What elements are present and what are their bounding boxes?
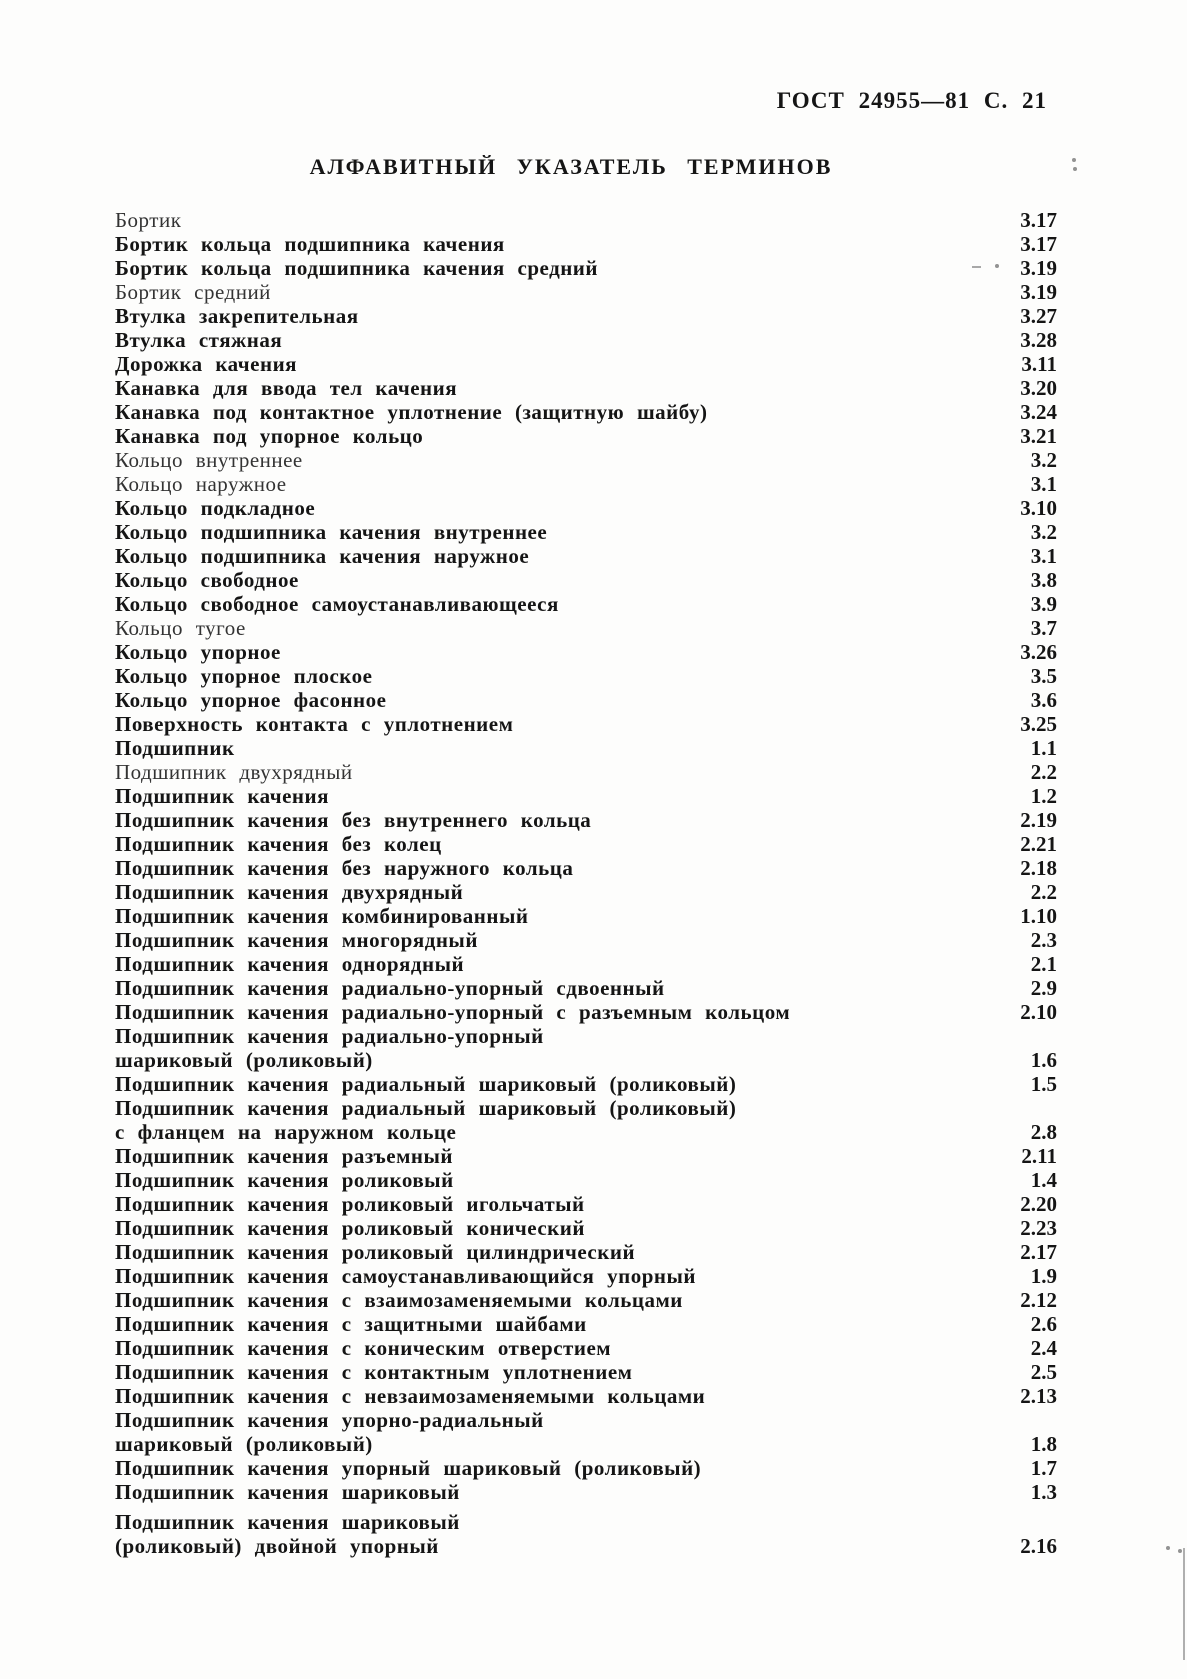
term-line: Кольцо свободное bbox=[115, 568, 299, 592]
page-title: АЛФАВИТНЫЙ УКАЗАТЕЛЬ ТЕРМИНОВ bbox=[309, 154, 833, 179]
index-entry bbox=[115, 424, 1057, 448]
term-line: Втулка закрепительная bbox=[115, 304, 359, 328]
term-text bbox=[115, 664, 372, 688]
index-entry bbox=[115, 1264, 1057, 1288]
index-entry bbox=[115, 1288, 1057, 1312]
term-ref-number: 3.20 bbox=[1020, 376, 1057, 400]
term-line: Канавка для ввода тел качения bbox=[115, 376, 458, 400]
term-line: Канавка под контактное уплотнение (защитную шайбу) bbox=[115, 400, 708, 424]
term-ref-number: 2.20 bbox=[1020, 1192, 1057, 1216]
index-entry bbox=[115, 616, 1057, 640]
term-line: Подшипник качения с защитными шайбами bbox=[115, 1312, 587, 1336]
term-line: Втулка стяжная bbox=[115, 328, 283, 352]
term-text bbox=[115, 1168, 454, 1192]
term-line: Подшипник качения упорный шариковый (роликовый) bbox=[115, 1456, 702, 1480]
term-ref-number: 2.10 bbox=[1020, 1000, 1057, 1024]
term-ref-number: 1.10 bbox=[1020, 904, 1057, 928]
index-entry bbox=[115, 1384, 1057, 1408]
term-text bbox=[115, 856, 573, 880]
term-text bbox=[115, 712, 513, 736]
term-text bbox=[115, 1240, 635, 1264]
term-ref-number: 3.5 bbox=[1030, 664, 1057, 688]
term-ref-number: 2.2 bbox=[1030, 760, 1057, 784]
term-line: Подшипник качения радиально-упорный bbox=[115, 1024, 544, 1048]
term-line: Подшипник качения шариковый bbox=[115, 1510, 460, 1534]
term-text bbox=[115, 448, 303, 472]
term-line: (роликовый) двойной упорный bbox=[115, 1534, 439, 1558]
term-line: Подшипник качения без наружного кольца bbox=[115, 856, 574, 880]
term-ref-number: 3.9 bbox=[1030, 592, 1057, 616]
term-text bbox=[115, 952, 464, 976]
term-ref-number: 3.1 bbox=[1030, 472, 1057, 496]
term-text bbox=[115, 256, 598, 280]
index-entry bbox=[115, 712, 1057, 736]
index-entry bbox=[115, 1312, 1057, 1336]
term-line: Подшипник качения роликовый bbox=[115, 1168, 454, 1192]
term-text bbox=[115, 1312, 587, 1336]
index-entry bbox=[115, 760, 1057, 784]
index-entry bbox=[115, 448, 1057, 472]
term-line: Подшипник качения самоустанавливающийся упорный bbox=[115, 1264, 696, 1288]
term-line: Подшипник качения радиальный шариковый (роликовый) bbox=[115, 1072, 737, 1096]
term-text bbox=[115, 1480, 460, 1504]
term-text bbox=[115, 568, 299, 592]
scan-artifact bbox=[1073, 167, 1077, 171]
term-text bbox=[115, 208, 181, 232]
term-line: Кольцо наружное bbox=[115, 472, 287, 496]
term-line: Канавка под упорное кольцо bbox=[115, 424, 424, 448]
scan-artifact bbox=[1178, 1549, 1182, 1553]
index-entry bbox=[115, 400, 1057, 424]
term-ref-number: 3.1 bbox=[1030, 544, 1057, 568]
term-ref-number: 2.5 bbox=[1030, 1360, 1057, 1384]
index-entry bbox=[115, 640, 1057, 664]
scan-artifact bbox=[1166, 1546, 1170, 1550]
term-text bbox=[115, 1144, 453, 1168]
term-line: Кольцо подкладное bbox=[115, 496, 316, 520]
term-ref-number: 2.18 bbox=[1020, 856, 1057, 880]
term-line: Кольцо упорное плоское bbox=[115, 664, 373, 688]
term-line: с фланцем на наружном кольце bbox=[115, 1120, 457, 1144]
term-ref-number: 3.26 bbox=[1020, 640, 1057, 664]
term-text bbox=[115, 472, 287, 496]
term-ref-number: 3.11 bbox=[1021, 352, 1057, 376]
scan-artifact bbox=[1183, 1548, 1185, 1660]
term-text bbox=[115, 1456, 701, 1480]
term-ref-number: 1.3 bbox=[1030, 1480, 1057, 1504]
term-line: Подшипник качения без колец bbox=[115, 832, 442, 856]
term-text bbox=[115, 1336, 611, 1360]
term-ref-number: 2.9 bbox=[1030, 976, 1057, 1000]
term-line: Подшипник качения bbox=[115, 784, 329, 808]
term-ref-number: 3.25 bbox=[1020, 712, 1057, 736]
index-entry bbox=[115, 256, 1057, 280]
term-ref-number: 2.6 bbox=[1030, 1312, 1057, 1336]
term-text bbox=[115, 1096, 736, 1144]
term-ref-number: 1.2 bbox=[1030, 784, 1057, 808]
term-text bbox=[115, 1288, 683, 1312]
term-text bbox=[115, 1384, 705, 1408]
term-text bbox=[115, 736, 235, 760]
term-line: Кольцо подшипника качения наружное bbox=[115, 544, 530, 568]
term-ref-number: 1.4 bbox=[1030, 1168, 1057, 1192]
term-line: Подшипник качения радиальный шариковый (роликовый) bbox=[115, 1096, 737, 1120]
term-line: Подшипник качения двухрядный bbox=[115, 880, 464, 904]
index-entry bbox=[115, 1000, 1057, 1024]
term-ref-number: 2.21 bbox=[1020, 832, 1057, 856]
term-ref-number: 2.2 bbox=[1030, 880, 1057, 904]
term-index bbox=[115, 208, 1057, 1558]
term-line: шариковый (роликовый) bbox=[115, 1048, 373, 1072]
index-entry bbox=[115, 1024, 1057, 1072]
term-text bbox=[115, 976, 665, 1000]
index-entry bbox=[115, 1144, 1057, 1168]
term-line: Подшипник качения комбинированный bbox=[115, 904, 529, 928]
term-text bbox=[115, 1024, 544, 1072]
index-entry bbox=[115, 1096, 1057, 1144]
term-ref-number: 2.17 bbox=[1020, 1240, 1057, 1264]
term-line: Кольцо свободное самоустанавливающееся bbox=[115, 592, 559, 616]
index-entry bbox=[115, 880, 1057, 904]
term-text bbox=[115, 760, 353, 784]
term-text bbox=[115, 352, 297, 376]
term-line: Подшипник качения роликовый игольчатый bbox=[115, 1192, 585, 1216]
term-line: Кольцо внутреннее bbox=[115, 448, 303, 472]
term-text bbox=[115, 640, 281, 664]
term-line: Кольцо упорное фасонное bbox=[115, 688, 387, 712]
term-ref-number: 1.8 bbox=[1030, 1432, 1057, 1456]
term-ref-number: 3.28 bbox=[1020, 328, 1057, 352]
term-text bbox=[115, 1216, 585, 1240]
term-ref-number: 3.21 bbox=[1020, 424, 1057, 448]
index-entry bbox=[115, 520, 1057, 544]
term-ref-number: 1.5 bbox=[1030, 1072, 1057, 1096]
term-ref-number: 3.2 bbox=[1030, 448, 1057, 472]
term-text bbox=[115, 808, 591, 832]
term-line: Бортик bbox=[115, 208, 182, 232]
scan-artifact bbox=[972, 266, 981, 268]
term-ref-number: 2.3 bbox=[1030, 928, 1057, 952]
term-text bbox=[115, 1192, 585, 1216]
index-entry bbox=[115, 688, 1057, 712]
index-entry bbox=[115, 496, 1057, 520]
term-ref-number: 2.13 bbox=[1020, 1384, 1057, 1408]
term-text bbox=[115, 520, 547, 544]
index-entry bbox=[115, 568, 1057, 592]
index-entry bbox=[115, 208, 1057, 232]
term-ref-number: 1.6 bbox=[1030, 1048, 1057, 1072]
term-text bbox=[115, 280, 271, 304]
term-text bbox=[115, 928, 478, 952]
term-line: Подшипник двухрядный bbox=[115, 760, 353, 784]
term-text bbox=[115, 1000, 790, 1024]
term-line: Подшипник качения с взаимозаменяемыми кольцами bbox=[115, 1288, 683, 1312]
index-entry bbox=[115, 808, 1057, 832]
index-entry bbox=[115, 1408, 1057, 1456]
term-text bbox=[115, 784, 329, 808]
index-entry bbox=[115, 1336, 1057, 1360]
index-entry bbox=[115, 592, 1057, 616]
term-text bbox=[115, 232, 505, 256]
index-entry bbox=[115, 472, 1057, 496]
term-ref-number: 1.7 bbox=[1030, 1456, 1057, 1480]
index-entry bbox=[115, 1360, 1057, 1384]
index-entry bbox=[115, 1216, 1057, 1240]
term-ref-number: 3.6 bbox=[1030, 688, 1057, 712]
term-text bbox=[115, 496, 315, 520]
term-text bbox=[115, 1072, 736, 1096]
index-entry bbox=[115, 280, 1057, 304]
term-ref-number: 2.8 bbox=[1030, 1120, 1057, 1144]
term-ref-number: 2.1 bbox=[1030, 952, 1057, 976]
term-ref-number: 3.24 bbox=[1020, 400, 1057, 424]
term-text bbox=[115, 592, 559, 616]
term-ref-number: 3.7 bbox=[1030, 616, 1057, 640]
term-ref-number: 3.2 bbox=[1030, 520, 1057, 544]
index-entry bbox=[115, 928, 1057, 952]
index-entry bbox=[115, 352, 1057, 376]
term-line: Бортик средний bbox=[115, 280, 271, 304]
term-line: Кольцо тугое bbox=[115, 616, 246, 640]
term-line: Подшипник качения многорядный bbox=[115, 928, 478, 952]
scan-artifact bbox=[1072, 158, 1076, 162]
index-entry bbox=[115, 904, 1057, 928]
term-ref-number: 2.23 bbox=[1020, 1216, 1057, 1240]
index-entry bbox=[115, 1192, 1057, 1216]
term-ref-number: 2.11 bbox=[1021, 1144, 1057, 1168]
index-entry bbox=[115, 1480, 1057, 1504]
scan-artifact bbox=[995, 264, 999, 268]
term-text bbox=[115, 1510, 460, 1558]
term-ref-number: 2.19 bbox=[1020, 808, 1057, 832]
index-entry bbox=[115, 952, 1057, 976]
term-text bbox=[115, 376, 457, 400]
term-line: Подшипник качения с невзаимозаменяемыми кольцами bbox=[115, 1384, 706, 1408]
term-line: Подшипник качения с контактным уплотнением bbox=[115, 1360, 633, 1384]
term-text bbox=[115, 688, 386, 712]
term-text bbox=[115, 1408, 544, 1456]
term-line: Подшипник качения без внутреннего кольца bbox=[115, 808, 592, 832]
term-line: Подшипник качения роликовый цилиндрический bbox=[115, 1240, 636, 1264]
index-entry bbox=[115, 1240, 1057, 1264]
term-line: Подшипник качения роликовый конический bbox=[115, 1216, 585, 1240]
index-entry bbox=[115, 1168, 1057, 1192]
term-line: Кольцо упорное bbox=[115, 640, 281, 664]
index-entry bbox=[115, 976, 1057, 1000]
term-text bbox=[115, 1360, 632, 1384]
term-line: Кольцо подшипника качения внутреннее bbox=[115, 520, 548, 544]
term-line: шариковый (роликовый) bbox=[115, 1432, 373, 1456]
term-ref-number: 1.9 bbox=[1030, 1264, 1057, 1288]
index-entry bbox=[115, 328, 1057, 352]
index-entry bbox=[115, 232, 1057, 256]
term-line: Бортик кольца подшипника качения bbox=[115, 232, 505, 256]
term-ref-number: 3.19 bbox=[1020, 256, 1057, 280]
term-line: Подшипник качения однорядный bbox=[115, 952, 465, 976]
index-entry bbox=[115, 376, 1057, 400]
term-text bbox=[115, 1264, 696, 1288]
term-ref-number: 3.17 bbox=[1020, 208, 1057, 232]
term-ref-number: 3.8 bbox=[1030, 568, 1057, 592]
term-line: Поверхность контакта с уплотнением bbox=[115, 712, 514, 736]
term-line: Подшипник качения упорно-радиальный bbox=[115, 1408, 544, 1432]
term-text bbox=[115, 904, 528, 928]
term-text bbox=[115, 616, 246, 640]
term-line: Подшипник качения радиально-упорный с разъемным кольцом bbox=[115, 1000, 791, 1024]
index-entry bbox=[115, 784, 1057, 808]
term-ref-number: 2.12 bbox=[1020, 1288, 1057, 1312]
term-ref-number: 2.4 bbox=[1030, 1336, 1057, 1360]
page-header: ГОСТ 24955—81 С. 21 bbox=[776, 88, 1047, 113]
term-ref-number: 3.19 bbox=[1020, 280, 1057, 304]
term-line: Дорожка качения bbox=[115, 352, 298, 376]
index-entry bbox=[115, 544, 1057, 568]
index-entry bbox=[115, 1456, 1057, 1480]
term-line: Подшипник качения с коническим отверстием bbox=[115, 1336, 612, 1360]
term-line: Подшипник качения радиально-упорный сдвоенный bbox=[115, 976, 665, 1000]
term-ref-number: 3.27 bbox=[1020, 304, 1057, 328]
term-text bbox=[115, 832, 442, 856]
index-entry bbox=[115, 1510, 1057, 1558]
term-ref-number: 3.17 bbox=[1020, 232, 1057, 256]
term-ref-number: 2.16 bbox=[1020, 1534, 1057, 1558]
term-ref-number: 3.10 bbox=[1020, 496, 1057, 520]
index-entry bbox=[115, 664, 1057, 688]
index-entry bbox=[115, 304, 1057, 328]
index-entry bbox=[115, 736, 1057, 760]
index-entry bbox=[115, 1072, 1057, 1096]
term-line: Бортик кольца подшипника качения средний bbox=[115, 256, 598, 280]
term-text bbox=[115, 880, 463, 904]
term-ref-number: 1.1 bbox=[1030, 736, 1057, 760]
term-text bbox=[115, 328, 282, 352]
term-line: Подшипник качения шариковый bbox=[115, 1480, 460, 1504]
term-text bbox=[115, 424, 423, 448]
term-text bbox=[115, 544, 529, 568]
term-line: Подшипник качения разъемный bbox=[115, 1144, 453, 1168]
term-text bbox=[115, 304, 359, 328]
index-entry bbox=[115, 832, 1057, 856]
index-entry bbox=[115, 856, 1057, 880]
term-line: Подшипник bbox=[115, 736, 235, 760]
term-text bbox=[115, 400, 707, 424]
